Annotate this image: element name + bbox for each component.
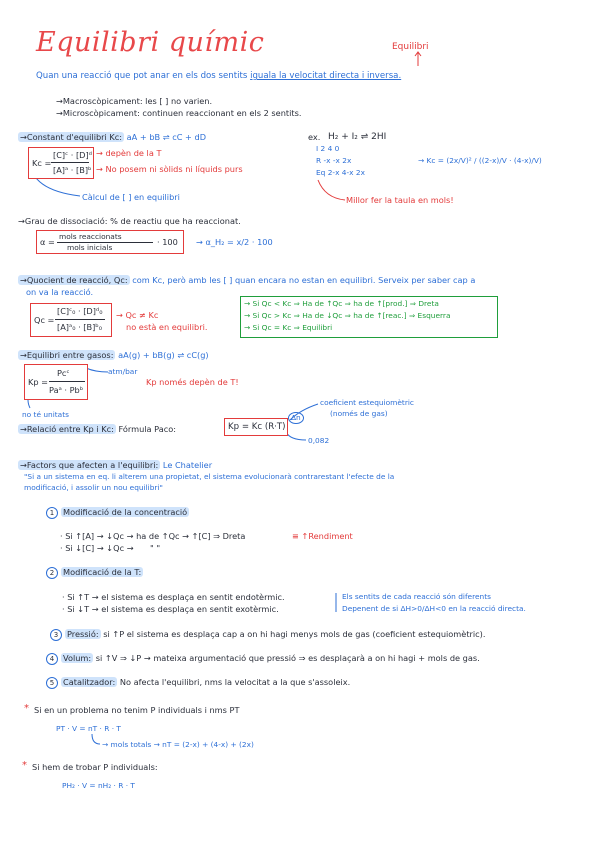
alpha-formula-box [36,230,184,254]
section-1-line-1: · Si ↑[A] → ↓Qc → ha de ↑Qc → ↑[C] ⇒ Dreta [60,531,246,541]
section-3-text: si ↑P el sistema es desplaça cap a on hi hagi menys mols de gas (coeficient estequiomètric). [103,629,486,639]
section-1-side: ≡ ↑Rendiment [292,531,353,541]
section-5 [46,677,350,689]
kp-formula-box [24,364,88,400]
relation-heading-label: →Relació entre Kp i Kc: [20,424,114,434]
kp-lhs: Kp = [28,377,49,387]
kc-formula-box [28,147,94,179]
section-2-side-2: Depenent de si ΔH>0/ΔH<0 en la reacció directa. [342,604,526,613]
note-1-asterisk: * [24,703,29,714]
note-1: Si en un problema no tenim P individuals i nms PT [34,705,240,715]
factors-heading-label: →Factors que afecten a l'equilibri: [20,460,159,470]
example-label: ex. [308,132,321,142]
note-1-sub: → mols totals → nT = (2-x) + (4-x) + (2x) [102,740,254,749]
alpha-lhs: α = [40,237,55,247]
kc-note-temperature: → depèn de la T [96,148,162,158]
kc-lhs: Kc = [32,158,52,168]
kc-numerator: [C]ᶜ · [D]ᵈ [53,150,92,160]
section-1-number: 1 [46,507,58,519]
kc-note-solids: → No posem ni sòlids ni líquids purs [96,164,243,174]
qc-fraction-bar [55,319,105,320]
relation-formula-box [224,418,288,436]
section-4-label: Volum: [63,653,92,663]
relation-coef: coeficient estequiomètric [320,398,414,407]
section-1-line-2: · Si ↓[C] → ↓Qc → [60,543,134,553]
qc-heading [18,275,475,285]
section-4-number: 4 [46,653,58,665]
qc-text-2: on va la reacció. [26,287,94,297]
alpha-tail: · 100 [157,237,178,247]
section-5-label: Catalitzador: [63,677,116,687]
kp-fraction-bar [49,381,85,382]
example-reaction: H₂ + I₂ ⇌ 2HI [328,132,387,142]
section-2-side-1: Els sentits de cada reacció són diferents [342,592,491,601]
side-note: Equilibri [392,42,429,52]
section-3-number: 3 [50,629,62,641]
alpha-heading: →Grau de dissociació: % de reactiu que ha reaccionat. [18,216,241,226]
section-3-label: Pressió: [67,629,99,639]
factors-heading [18,460,212,470]
macro-line: →Macroscòpicament: les [ ] no varien. [56,96,213,106]
relation-sub: Fórmula Paco: [118,424,177,434]
section-3 [50,629,485,641]
kc-denominator: [A]ᵃ · [B]ᵇ [53,165,92,175]
factors-quote-1: "Si a un sistema en eq. li alterem una propietat, el sistema evolucionarà contrarestant l'efecte de la [24,472,395,481]
qc-formula-box [30,303,112,337]
section-2-label: Modificació de la T: [63,567,142,577]
qc-note-2: no està en equilibri. [126,322,208,332]
section-5-number: 5 [46,677,58,689]
relation-coef-2: (només de gas) [330,409,388,418]
section-2-heading [46,567,143,579]
relation-formula: Kp = Kc (R·T) [228,422,286,432]
section-2-line-2: · Si ↓T → el sistema es desplaça en sentit exotèrmic. [62,604,279,614]
kc-calc-note: Càlcul de [ ] en equilibri [82,192,180,202]
qc-text-1: com Kc, però amb les [ ] quan encara no estan en equilibri. Serveix per saber cap a [132,275,476,285]
section-1-label: Modificació de la concentració [63,507,188,517]
example-row-initial: I 2 4 0 [316,144,340,153]
note-2-asterisk: * [22,760,27,771]
section-1-ditto: " " [150,543,161,553]
kp-heading-label: →Equilibri entre gasos: [20,350,114,360]
section-4 [46,653,480,665]
kp-numerator: Pcᶜ [57,368,70,378]
definition-prefix: Quan una reacció que pot anar en els dos sentits [36,71,251,81]
section-2-line-1: · Si ↑T → el sistema es desplaça en sentit endotèrmic. [62,592,285,602]
example-row-reacted: R -x -x 2x [316,156,352,165]
note-2-equation: PH₂ · V = nH₂ · R · T [62,781,135,790]
note-2: Si hem de trobar P individuals: [32,762,158,772]
note-1-equation: PT · V = nT · R · T [56,724,121,733]
qc-numerator: [C]ᶜ₀ · [D]ᵈ₀ [57,306,103,316]
table-note: Millor fer la taula en mols! [346,195,454,205]
kp-note: Kp només depèn de T! [146,377,239,387]
relation-heading [18,424,176,434]
section-1-heading [46,507,189,519]
qc-rule-1: → Si Qc < Kc ⇒ Ha de ↑Qc ⇒ ha de ↑[prod.] ⇒ Dreta [244,299,439,308]
factors-quote-2: modificació, i assolir un nou equilibri" [24,483,163,492]
kp-denominator: Paᵃ · Pbᵇ [49,385,84,395]
micro-line: →Microscòpicament: continuen reaccionant en els 2 sentits. [56,108,302,118]
alpha-numerator: mols reaccionats [59,232,122,241]
example-kc: → Kc = (2x/V)² / ((2-x)/V · (4-x)/V) [418,156,542,165]
kp-units-note: no té unitats [22,410,69,419]
section-2-number: 2 [46,567,58,579]
qc-denominator: [A]ᵃ₀ · [B]ᵇ₀ [57,322,103,332]
alpha-example: → α_H₂ = x/2 · 100 [196,237,273,247]
example-row-equilibrium: Eq 2-x 4-x 2x [316,168,365,177]
alpha-denominator: mols inicials [67,243,113,252]
kp-unit: atm/bar [108,367,138,376]
kc-reaction: aA + bB ⇌ cC + dD [126,132,207,142]
qc-note-1: → Qc ≠ Kc [116,310,159,320]
definition [36,71,401,81]
definition-highlight: iguala la velocitat directa i inversa. [250,71,402,81]
kc-heading [18,132,206,142]
qc-rule-3: → Si Qc = Kc ⇒ Equilibri [244,323,333,332]
qc-rule-2: → Si Qc > Kc ⇒ Ha de ↓Qc ⇒ ha de ↑[reac.] ⇒ Esquerra [244,311,451,320]
page-title: Equilibri químic [36,27,265,58]
kp-reaction: aA(g) + bB(g) ⇌ cC(g) [118,350,209,360]
qc-heading-label: →Quocient de reacció, Qc: [20,275,128,285]
factors-name: Le Chatelier [162,460,213,470]
kc-heading-label: →Constant d'equilibri Kc: [20,132,123,142]
relation-exponent: Δn [288,412,304,424]
kc-fraction-bar [51,162,89,163]
kp-heading [18,350,209,360]
relation-r-value: 0,082 [308,436,330,445]
section-5-text: No afecta l'equilibri, nms la velocitat a la que s'assoleix. [119,677,351,687]
qc-lhs: Qc = [34,315,55,325]
section-4-text: si ↑V ⇒ ↓P → mateixa argumentació que pressió ⇒ es desplaçarà a on hi hagi + mols de gas. [95,653,480,663]
